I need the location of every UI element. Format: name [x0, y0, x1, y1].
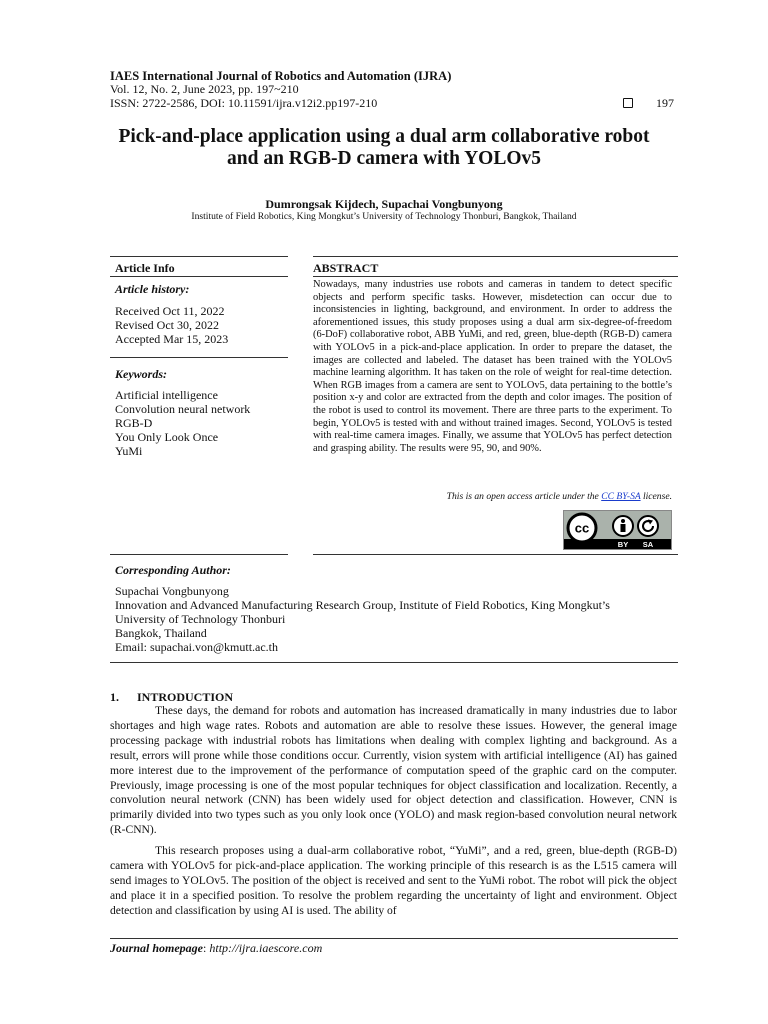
- corresponding-email: Email: supachai.von@kmutt.ac.th: [115, 640, 279, 654]
- open-access-note: [313, 491, 672, 502]
- journal-name: IAES International Journal of Robotics and Automation (IJRA): [110, 69, 452, 83]
- abstract-heading: ABSTRACT: [313, 261, 379, 275]
- corresponding-affiliation: Innovation and Advanced Manufacturing Research Group, Institute of Field Robotics, King Mongkut’s: [115, 598, 610, 612]
- intro-paragraph-2: This research proposes using a dual-arm collaborative robot, “YuMi”, and a red, green, blue-depth (RGB-D) camera with YOLOv5 for pick-and-place application. The working principle of this research is as the L515 camera will send images to YOLOv5. The position of the object is received and sent to the YuMi robot. The robot will pick the object and place it in a specified position. To resolve the problem regarding the uncertainty of light and environment. Object detection and classification by using AI is used. The ability of: [110, 844, 677, 917]
- divider: [313, 276, 678, 277]
- divider: [110, 357, 288, 358]
- authors: Dumrongsak Kijdech, Supachai Vongbunyong: [265, 197, 503, 211]
- paper-title: [90, 126, 678, 170]
- intro-paragraph-1: These days, the demand for robots and automation has increased dramatically in many industries due to labor shortages and high wage rates. Robots and automation are able to resolve these issues. However, the general image processing package with industrial robots has limitations when dealing with complex lighting and background. As a result, errors will prone while those conditions occur. Currently, vision system with artificial intelligence (AI) has gained more interest due to the improvement of the performance of computation speed of the graphic card on the computer. Previously, image processing is one of the most popular techniques for object classification and localization. Recently, a convolution neural network (CNN) has been widely used for object detection and classification. However, CNN is primarily divided into two types such as you only look once (YOLO) and mask region-based convolution neural network (R-CNN).: [110, 704, 677, 837]
- open-access-prefix: This is an open access article under the: [446, 491, 602, 502]
- corresponding-location: Bangkok, Thailand: [115, 626, 207, 640]
- cc-by-sa-link[interactable]: CC BY-SA: [601, 491, 641, 502]
- title-line-2: and an RGB-D camera with YOLOv5: [227, 148, 541, 169]
- divider: [110, 276, 288, 277]
- revised-date: Revised Oct 30, 2022: [115, 318, 219, 332]
- homepage-label: Journal homepage: [110, 941, 204, 955]
- keyword: Artificial intelligence: [115, 388, 218, 402]
- history-heading: Article history:: [115, 282, 190, 296]
- keyword: You Only Look Once: [115, 430, 219, 444]
- homepage-url[interactable]: http://ijra.iaescore.com: [209, 941, 323, 955]
- homepage-separator: :: [203, 941, 210, 955]
- open-access-suffix: license.: [640, 491, 672, 502]
- keyword: RGB-D: [115, 416, 153, 430]
- divider: [110, 554, 288, 555]
- divider: [110, 938, 678, 939]
- keyword: YuMi: [115, 444, 143, 458]
- cc-license-icon: [564, 511, 671, 549]
- square-icon: [623, 98, 633, 108]
- divider: [313, 256, 678, 257]
- svg-text:BY: BY: [617, 540, 629, 549]
- issn-doi: ISSN: 2722-2586, DOI: 10.11591/ijra.v12i2.pp197-210: [110, 96, 378, 110]
- divider: [110, 256, 288, 257]
- article-info-heading: Article Info: [115, 261, 175, 275]
- abstract-text: Nowadays, many industries use robots and cameras in tandem to detect specific objects and perform specific tasks. However, misdetection can occur due to inconsistencies in lighting, background, and environment. In order to address the aforementioned issues, this study proposes using a dual arm six-degree-of-freedom (6-DoF) collaborative robot, ABB YuMi, and red, green, blue-depth (RGB-D) camera with YOLOv5 in a pick-and-place application. In order to prepare the dataset, the images are collected and labeled. The dataset has been trained with the YOLOv5 machine learning algorithm. It has taken on the role of weight for real-time detection. When RGB images from a camera are sent to YOLOv5, data pertaining to the bottle’s position x-y and color are extracted from the depth and color images. The position of the robot is used to control its movement. There are three parts to the experiment. To begin, YOLOv5 is tested with and without trained images. Second, YOLOv5 is tested with real-time camera images. Finally, we assume that YOLOv5 has perfect detection and grasping ability. The results were 95, 90, and 90%.: [313, 279, 672, 454]
- divider: [313, 554, 678, 555]
- svg-text:SA: SA: [642, 540, 654, 549]
- volume-info: Vol. 12, No. 2, June 2023, pp. 197~210: [110, 82, 299, 96]
- keywords-heading: Keywords:: [115, 367, 167, 381]
- page-number: 197: [656, 96, 674, 110]
- cc-by-sa-badge[interactable]: [563, 510, 672, 550]
- title-line-1: Pick-and-place application using a dual arm collaborative robot: [118, 126, 650, 147]
- received-date: Received Oct 11, 2022: [115, 304, 225, 318]
- keyword: Convolution neural network: [115, 402, 251, 416]
- section-heading: INTRODUCTION: [137, 690, 234, 704]
- corresponding-name: Supachai Vongbunyong: [115, 584, 229, 598]
- svg-text:cc: cc: [574, 520, 590, 536]
- corresponding-affiliation-cont: University of Technology Thonburi: [115, 612, 286, 626]
- accepted-date: Accepted Mar 15, 2023: [115, 332, 229, 346]
- section-number: 1.: [110, 690, 119, 704]
- corresponding-heading: Corresponding Author:: [115, 563, 231, 577]
- journal-homepage: [110, 941, 322, 956]
- affiliation: Institute of Field Robotics, King Mongkut’s University of Technology Thonburi, Bangkok, Thailand: [191, 211, 577, 222]
- divider: [110, 662, 678, 663]
